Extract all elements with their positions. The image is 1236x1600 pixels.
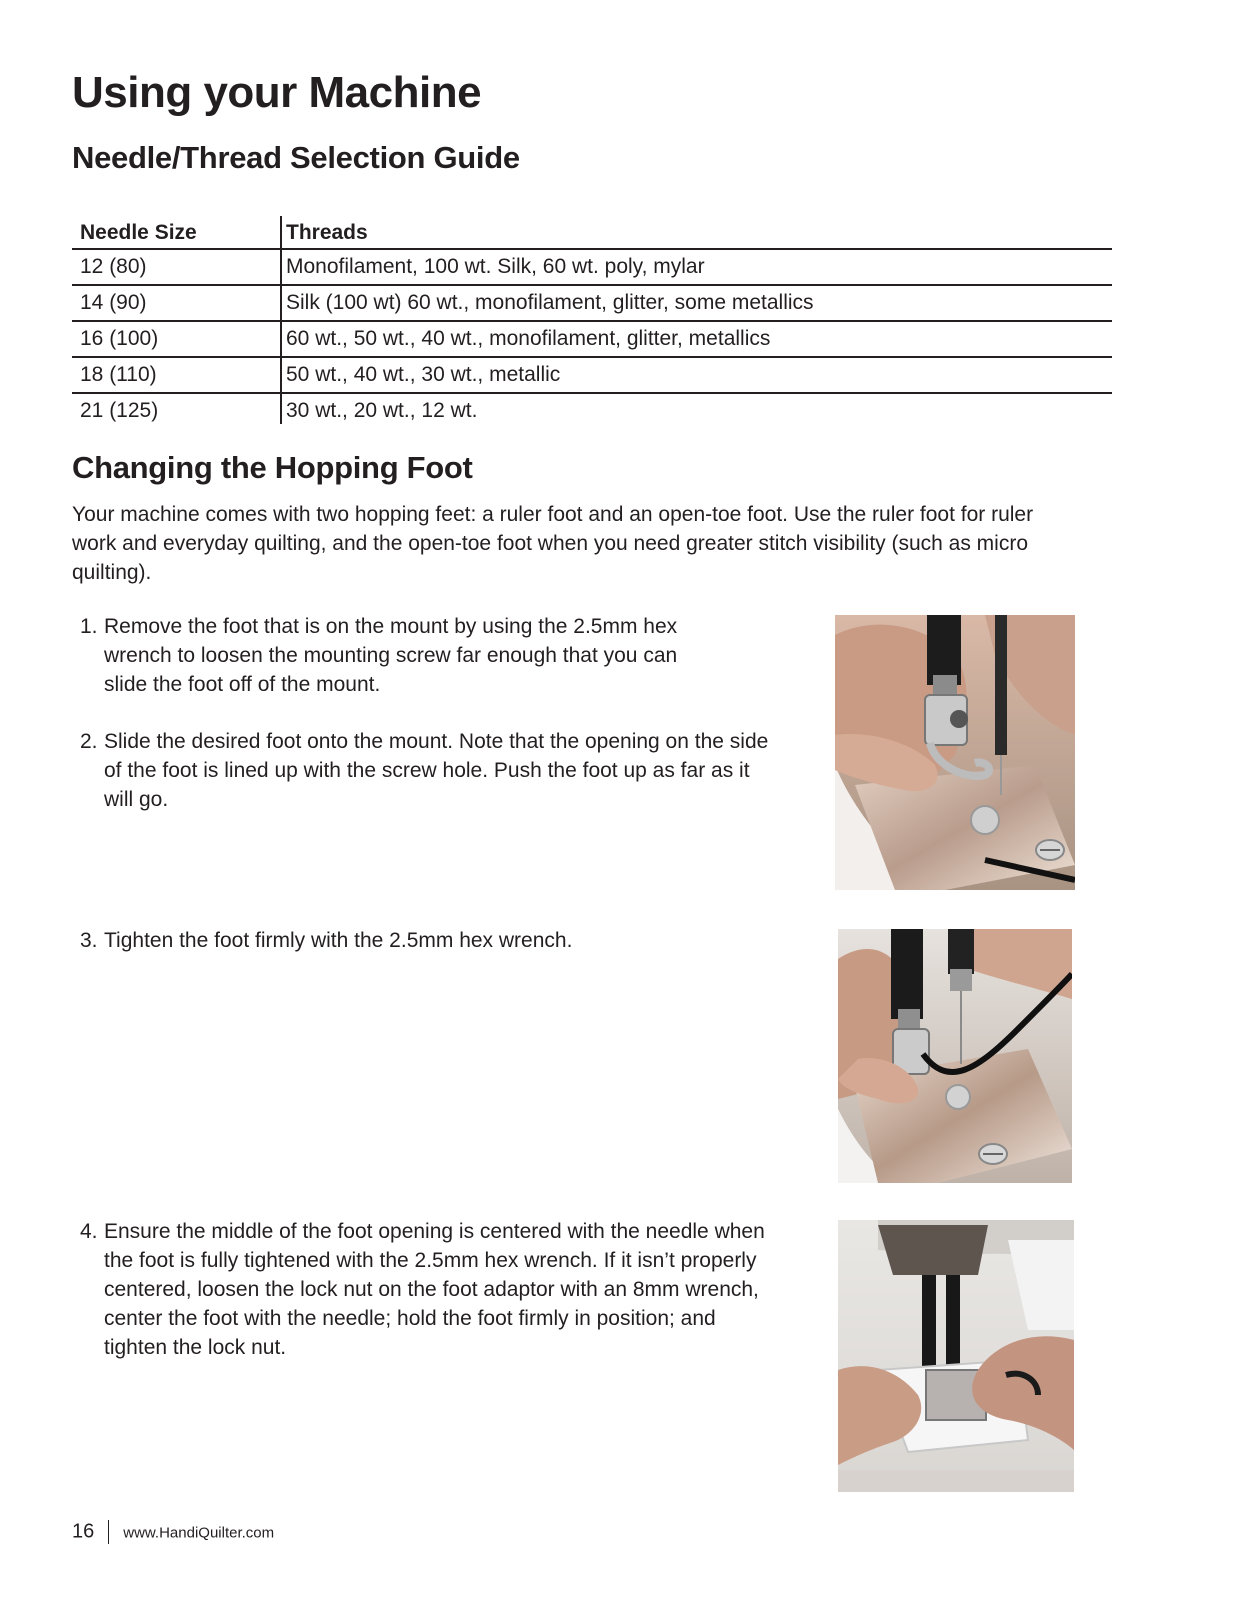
table-row	[72, 358, 1112, 394]
threads-cell: Monofilament, 100 wt. Silk, 60 wt. poly, mylar	[286, 255, 705, 278]
step-4	[80, 1217, 800, 1362]
step-3	[80, 926, 800, 955]
header-threads: Threads	[286, 221, 368, 244]
needle-thread-table	[72, 216, 1112, 428]
photo-remove-foot-illustration	[835, 615, 1075, 890]
needle-size-cell: 16 (100)	[80, 327, 159, 350]
step-number: 3.	[80, 929, 98, 952]
footer-url: www.HandiQuilter.com	[123, 1524, 275, 1542]
page-title: Using your Machine	[72, 68, 482, 117]
table-row	[72, 394, 1112, 428]
step-1	[80, 612, 800, 699]
table-row	[72, 250, 1112, 286]
threads-cell: 60 wt., 50 wt., 40 wt., monofilament, glitter, metallics	[286, 327, 771, 350]
threads-cell: Silk (100 wt) 60 wt., monofilament, glitter, some metallics	[286, 291, 814, 314]
step-number: 1.	[80, 615, 98, 638]
table-heading: Needle/Thread Selection Guide	[72, 140, 520, 175]
photo-tighten-foot	[838, 929, 1072, 1183]
step-2	[80, 727, 800, 814]
photo-center-foot	[838, 1220, 1074, 1492]
step-number: 4.	[80, 1220, 98, 1243]
page-number: 16	[72, 1520, 95, 1543]
page-footer	[72, 1520, 274, 1544]
needle-size-cell: 18 (110)	[80, 363, 157, 386]
intro-paragraph: Your machine comes with two hopping feet: a ruler foot and an open-toe foot. Use the ruler foot for ruler work and everyday quilting, and the open-toe foot when you need greater stitch visibility (such as micro quilting).	[72, 503, 1034, 584]
table-row	[72, 322, 1112, 358]
header-needle-size: Needle Size	[80, 221, 197, 244]
step-text: Ensure the middle of the foot opening is centered with the needle when the foot is fully tightened with the 2.5mm hex wrench. If it isn’t properly centered, loosen the lock nut on the foot adaptor with an 8mm wrench, center the foot with the needle; hold the foot firmly in position; and tighten the lock nut.	[104, 1220, 765, 1359]
section-heading: Changing the Hopping Foot	[72, 450, 473, 485]
needle-size-cell: 21 (125)	[80, 399, 159, 422]
step-number: 2.	[80, 730, 98, 753]
table-row	[72, 286, 1112, 322]
step-text: Tighten the foot firmly with the 2.5mm hex wrench.	[104, 929, 573, 952]
photo-tighten-foot-illustration	[838, 929, 1072, 1183]
needle-size-cell: 14 (90)	[80, 291, 147, 314]
photo-center-foot-illustration	[838, 1220, 1074, 1492]
step-text: Remove the foot that is on the mount by using the 2.5mm hex wrench to loosen the mounting screw far enough that you can slide the foot off of the mount.	[104, 615, 678, 696]
table-column-divider	[280, 216, 282, 424]
table-header-row	[72, 216, 1112, 250]
threads-cell: 30 wt., 20 wt., 12 wt.	[286, 399, 478, 422]
needle-size-cell: 12 (80)	[80, 255, 147, 278]
photo-remove-foot	[835, 615, 1075, 890]
footer-divider	[108, 1520, 109, 1544]
threads-cell: 50 wt., 40 wt., 30 wt., metallic	[286, 363, 561, 386]
step-text: Slide the desired foot onto the mount. Note that the opening on the side of the foot is lined up with the screw hole. Push the foot up as far as it will go.	[104, 730, 769, 811]
